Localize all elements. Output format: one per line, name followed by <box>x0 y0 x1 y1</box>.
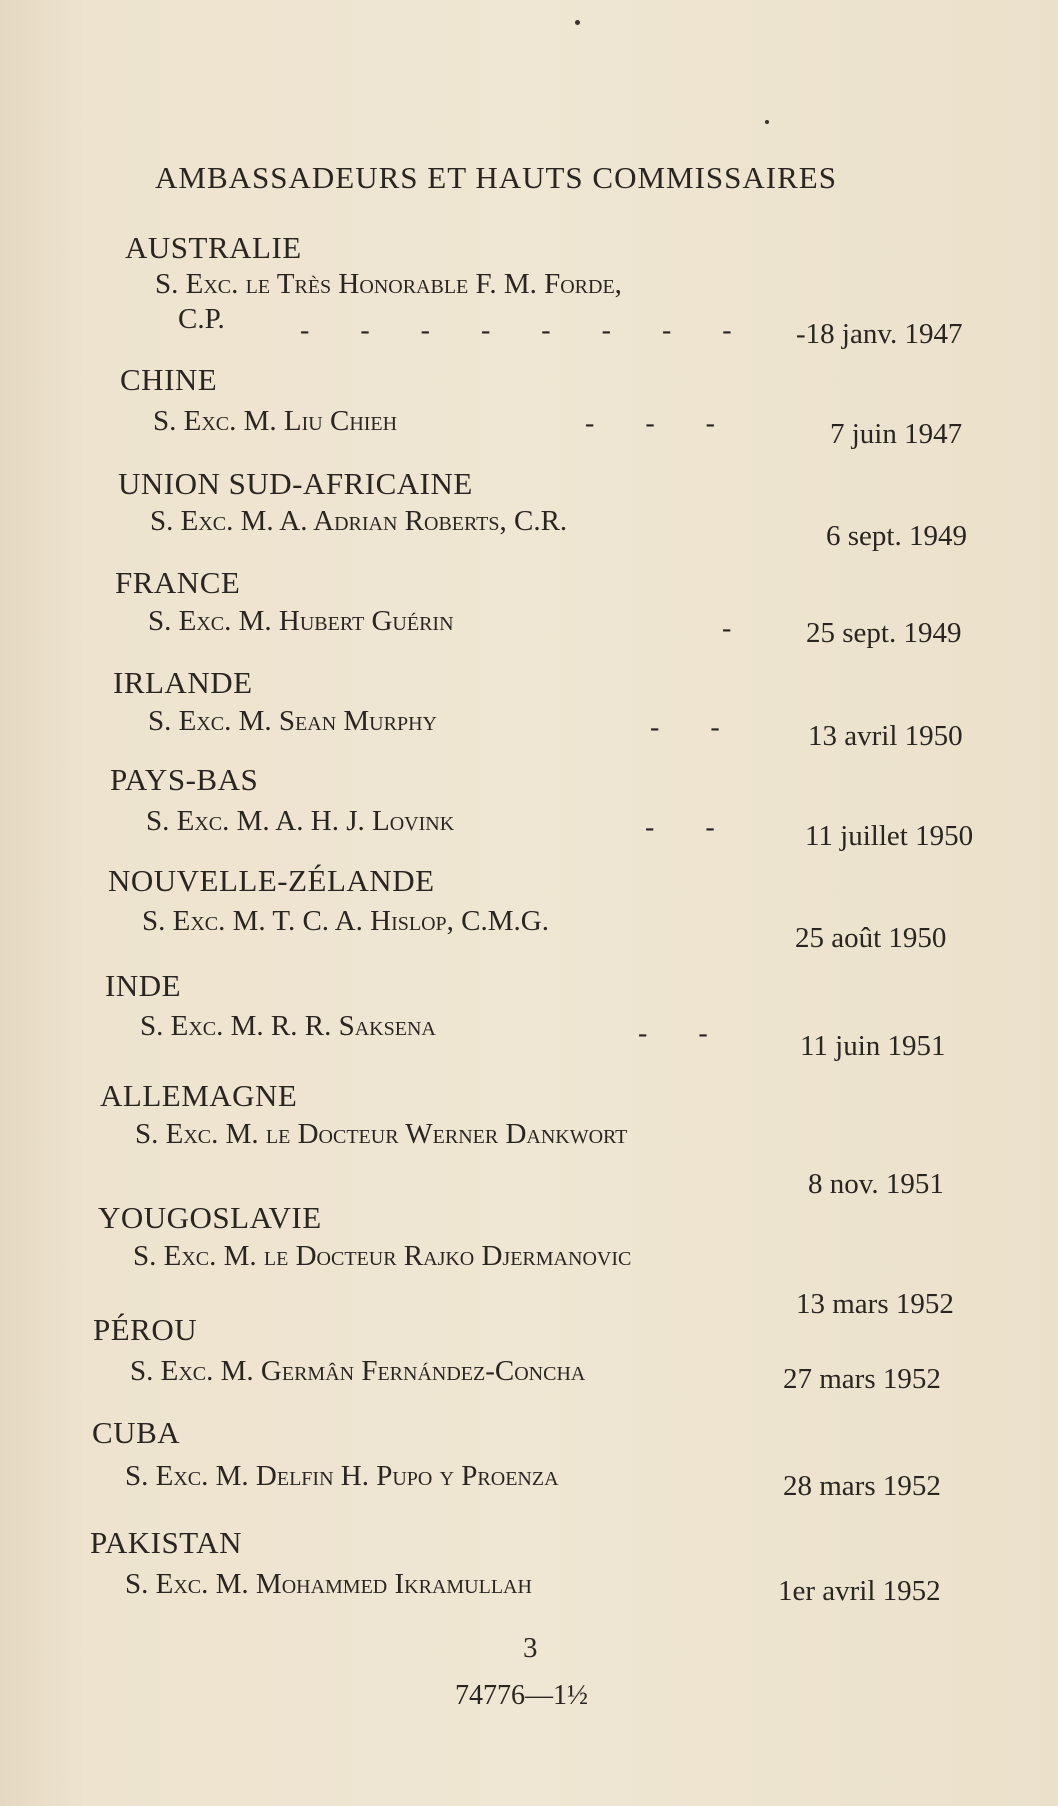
country-name: AUSTRALIE <box>125 230 302 265</box>
appointment-date: 13 mars 1952 <box>796 1288 954 1320</box>
appointment-date: -18 janv. 1947 <box>796 318 963 350</box>
country-name: UNION SUD-AFRICAINE <box>118 466 473 501</box>
country-name: ALLEMAGNE <box>100 1078 298 1113</box>
envoy-name: S. Exc. M. Mohammed Ikramullah <box>125 1568 532 1600</box>
appointment-date: 7 juin 1947 <box>830 418 963 450</box>
envoy-name: S. Exc. M. Hubert Guérin <box>148 605 454 637</box>
country-name: INDE <box>105 968 182 1003</box>
appointment-date: 28 mars 1952 <box>783 1470 941 1502</box>
envoy-name: S. Exc. M. R. R. Saksena <box>140 1010 436 1042</box>
appointment-date: 25 sept. 1949 <box>806 617 962 649</box>
envoy-name: S. Exc. M. le Docteur Werner Dankwort <box>135 1118 628 1150</box>
leader-dashes: - - <box>645 812 737 843</box>
ink-speck <box>765 120 769 124</box>
country-name: PAYS-BAS <box>110 762 259 797</box>
country-name: FRANCE <box>115 565 241 600</box>
appointment-date: 1er avril 1952 <box>778 1575 941 1607</box>
envoy-title: C.P. <box>178 303 225 335</box>
appointment-date: 8 nov. 1951 <box>808 1168 944 1200</box>
leader-dashes: - - <box>638 1018 730 1049</box>
appointment-date: 13 avril 1950 <box>808 720 963 752</box>
country-name: YOUGOSLAVIE <box>98 1200 322 1235</box>
envoy-name: S. Exc. M. A. H. J. Lovink <box>146 805 455 837</box>
country-name: PAKISTAN <box>90 1525 242 1560</box>
country-name: IRLANDE <box>113 665 253 700</box>
country-name: PÉROU <box>93 1312 198 1347</box>
country-name: NOUVELLE-ZÉLANDE <box>108 863 435 898</box>
country-name: CHINE <box>120 362 218 397</box>
appointment-date: 27 mars 1952 <box>783 1363 941 1395</box>
envoy-name: S. Exc. M. A. Adrian Roberts, C.R. <box>150 505 568 537</box>
leader-dashes: - <box>722 613 754 644</box>
page-heading: AMBASSADEURS ET HAUTS COMMISSAIRES <box>155 160 837 195</box>
envoy-name: S. Exc. le Très Honorable F. M. Forde, <box>155 268 622 300</box>
envoy-name: S. Exc. M. Liu Chieh <box>153 405 398 437</box>
envoy-name: S. Exc. M. Germân Fernández-Concha <box>130 1355 586 1387</box>
leader-dashes: - - - <box>585 408 737 439</box>
appointment-date: 11 juin 1951 <box>800 1030 946 1062</box>
envoy-name: S. Exc. M. Delfin H. Pupo y Proenza <box>125 1460 559 1492</box>
leader-dashes: - - <box>650 712 742 743</box>
country-name: CUBA <box>92 1415 181 1450</box>
envoy-name: S. Exc. M. Sean Murphy <box>148 705 437 737</box>
envoy-name: S. Exc. M. T. C. A. Hislop, C.M.G. <box>142 905 549 937</box>
appointment-date: 6 sept. 1949 <box>826 520 967 552</box>
print-code: 74776—1½ <box>455 1680 588 1711</box>
envoy-name: S. Exc. M. le Docteur Rajko Djermanovic <box>133 1240 632 1272</box>
appointment-date: 25 août 1950 <box>795 922 947 954</box>
leader-dashes: - - - - - - - - <box>300 315 754 346</box>
appointment-date: 11 juillet 1950 <box>805 820 974 852</box>
page-number: 3 <box>523 1632 538 1664</box>
ink-speck <box>575 20 580 25</box>
